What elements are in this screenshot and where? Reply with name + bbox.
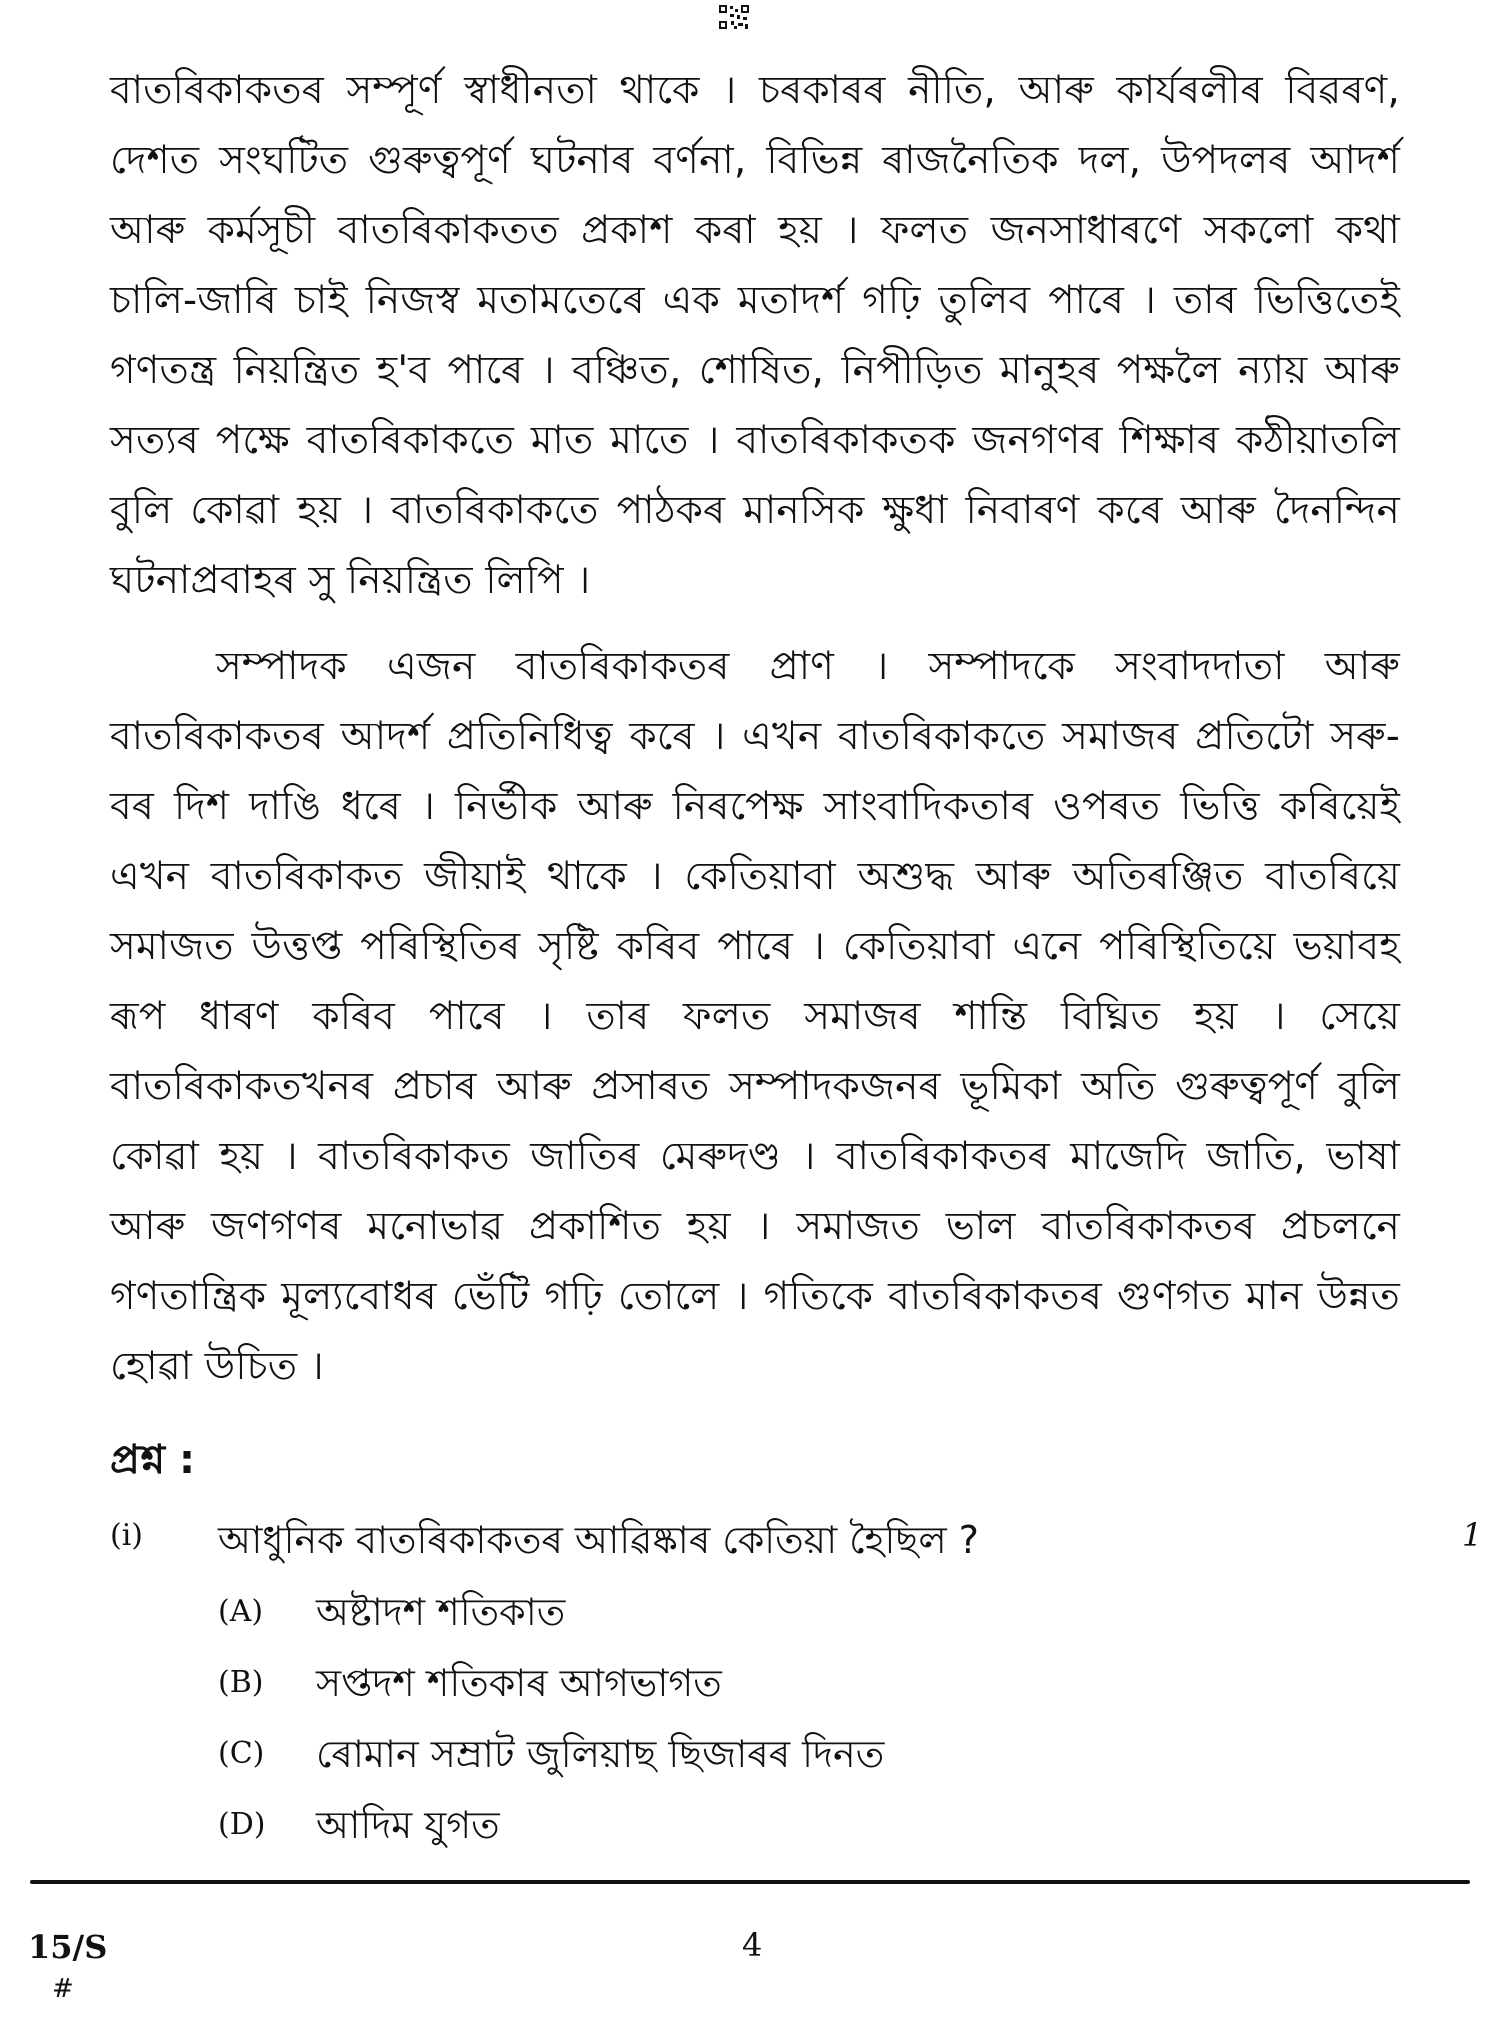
passage-paragraph-2: সম্পাদক এজন বাতৰিকাকতৰ প্ৰাণ । সম্পাদকে সংবাদদাতা আৰু বাতৰিকাকতৰ আদৰ্শ প্ৰতিনিধিত্ব কৰে । এখন বাতৰিকাকতে সমাজৰ প্ৰতিটো সৰু-বৰ দিশ দাঙি ধৰে । নিৰ্ভীক আৰু নিৰপেক্ষ সাংবাদিকতাৰ ওপৰত ভিত্তি কৰিয়েই এখন বাতৰিকাকত জীয়াই থাকে । কেতিয়াবা অশুদ্ধ আৰু অতিৰঞ্জিত বাতৰিয়ে সমাজত উত্তপ্ত পৰিস্থিতিৰ সৃষ্টি কৰিব পাৰে । কেতিয়াবা এনে পৰিস্থিতিয়ে ভয়াবহ ৰূপ ধাৰণ কৰিব পাৰে । তাৰ ফলত সমাজৰ শান্তি বিঘ্নিত হয় । সেয়ে বাতৰিকাকতখনৰ প্ৰচাৰ আৰু প্ৰসাৰত সম্পাদকজনৰ ভূমিকা অতি গুৰুত্বপূৰ্ণ বুলি কোৱা হয় । বাতৰিকাকত জাতিৰ মেৰুদণ্ড । বাতৰিকাকতৰ মাজেদি জাতি, ভাষা আৰু জণগণৰ মনোভাৱ প্ৰকাশিত হয় । সমাজত ভাল বাতৰিকাকতৰ প্ৰচলনে গণতান্ত্ৰিক মূল্যবোধৰ ভেঁটি গঢ়ি তোলে । গতিকে বাতৰিকাকতৰ গুণগত মান উন্নত হোৱা উচিত । <box>110 644 1400 1389</box>
page-number: 4 <box>742 1926 763 1964</box>
options-list <box>110 1580 1400 1864</box>
option-a <box>110 1580 1400 1651</box>
question-item <box>110 1512 1483 1568</box>
option-label: (B) <box>218 1665 264 1700</box>
option-label: (C) <box>218 1736 265 1771</box>
option-c <box>110 1722 1400 1793</box>
option-text: সপ্তদশ শতিকাৰ আগভাগত <box>316 1661 722 1705</box>
option-label: (D) <box>218 1807 266 1842</box>
passage-paragraph-1: বাতৰিকাকতৰ সম্পূৰ্ণ স্বাধীনতা থাকে । চৰকাৰৰ নীতি, আৰু কাৰ্যৰলীৰ বিৱৰণ, দেশত সংঘটিত গুৰুত্বপূৰ্ণ ঘটনাৰ বৰ্ণনা, বিভিন্ন ৰাজনৈতিক দল, উপদলৰ আদৰ্শ আৰু কৰ্মসূচী বাতৰিকাকতত প্ৰকাশ কৰা হয় । ফলত জনসাধাৰণে সকলো কথা চালি-জাৰি চাই নিজস্ব মতামতেৰে এক মতাদৰ্শ গঢ়ি তুলিব পাৰে । তাৰ ভিত্তিতেই গণতন্ত্ৰ নিয়ন্ত্ৰিত হ'ব পাৰে । বঞ্চিত, শোষিত, নিপীড়িত মানুহৰ পক্ষলৈ ন্যায় আৰু সত্যৰ পক্ষে বাতৰিকাকতে মাত মাতে । বাতৰিকাকতক জনগণৰ শিক্ষাৰ কঠীয়াতলি বুলি কোৱা হয় । বাতৰিকাকতে পাঠকৰ মানসিক ক্ষুধা নিবাৰণ কৰে আৰু দৈনন্দিন ঘটনাপ্ৰবাহৰ সু নিয়ন্ত্ৰিত লিপি । <box>110 68 1400 603</box>
page-content <box>110 56 1483 1864</box>
paper-hash-mark: # <box>52 1974 74 2004</box>
option-b <box>110 1651 1400 1722</box>
question-text: আধুনিক বাতৰিকাকতৰ আৱিষ্কাৰ কেতিয়া হৈছিল ? <box>218 1518 979 1562</box>
question-marks: 1 <box>1462 1516 1483 1554</box>
paper-code: 15/S <box>28 1928 108 1966</box>
option-text: আদিম যুগত <box>316 1803 500 1847</box>
option-d <box>110 1793 1400 1864</box>
question-number: (i) <box>110 1518 144 1553</box>
option-label: (A) <box>218 1594 264 1629</box>
option-text: অষ্টাদশ শতিকাত <box>316 1590 566 1634</box>
footer-divider <box>30 1880 1470 1884</box>
questions-heading: প্ৰশ্ন : <box>110 1437 195 1483</box>
option-text: ৰোমান সম্ৰাট জুলিয়াছ ছিজাৰৰ দিনত <box>316 1732 885 1776</box>
qr-code-icon <box>718 4 750 30</box>
